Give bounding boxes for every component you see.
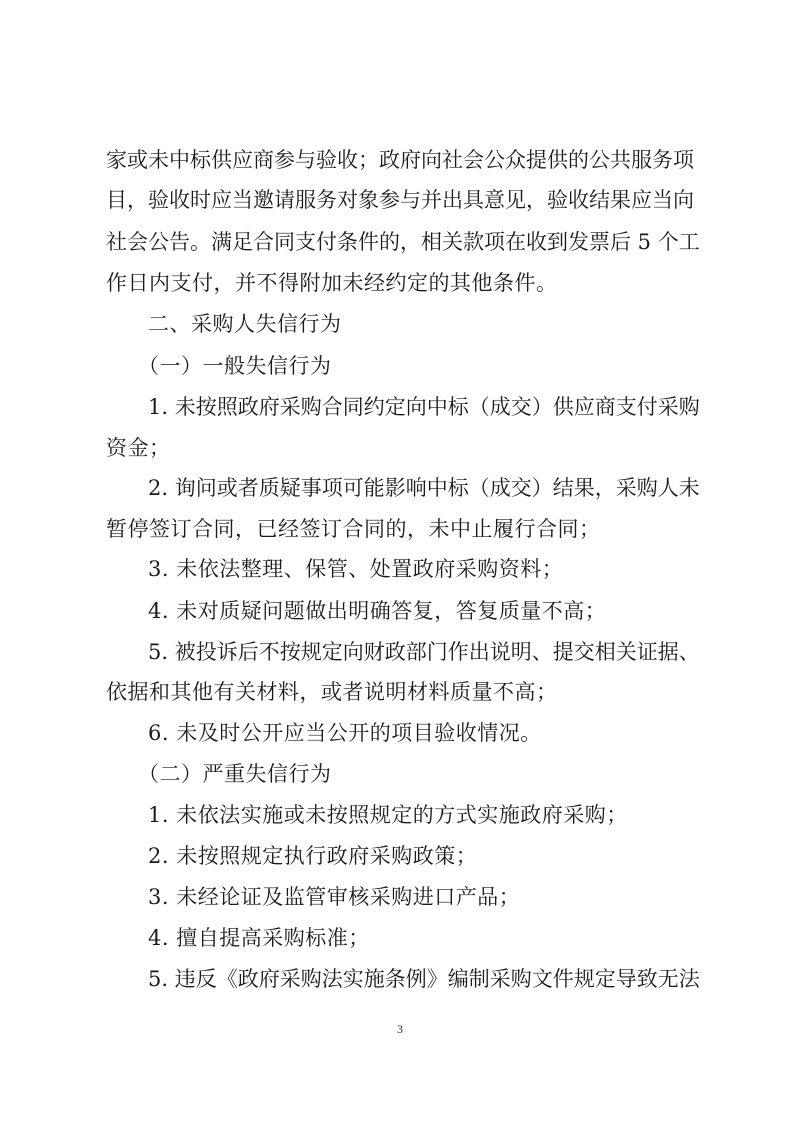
list-item: 5. 违反《政府采购法实施条例》编制采购文件规定导致无法 [148, 967, 700, 991]
subsection-heading: （一）一般失信行为 [138, 354, 332, 378]
list-item: 2. 询问或者质疑事项可能影响中标（成交）结果，采购人未 [148, 476, 700, 500]
list-item: 3. 未依法整理、保管、处置政府采购资料； [148, 557, 564, 581]
subsection-heading: （二）严重失信行为 [138, 762, 332, 786]
body-line: 作日内支付，并不得附加未经约定的其他条件。 [106, 271, 558, 295]
list-item-continuation: 资金； [106, 436, 171, 460]
list-item: 6. 未及时公开应当公开的项目验收情况。 [148, 721, 542, 745]
list-item: 3. 未经论证及监管审核采购进口产品； [148, 885, 521, 909]
list-item: 5. 被投诉后不按规定向财政部门作出说明、提交相关证据、 [148, 640, 700, 664]
body-line: 目，验收时应当邀请服务对象参与并出具意见，验收结果应当向 [106, 188, 694, 212]
list-item: 4. 擅自提高采购标准； [148, 926, 370, 950]
list-item: 1. 未按照政府采购合同约定向中标（成交）供应商支付采购 [148, 395, 700, 419]
list-item: 1. 未依法实施或未按照规定的方式实施政府采购； [148, 803, 628, 827]
body-line: 社会公告。满足合同支付条件的，相关款项在收到发票后 5 个工 [106, 230, 700, 254]
list-item: 2. 未按照规定执行政府采购政策； [148, 844, 478, 868]
list-item: 4. 未对质疑问题做出明确答复，答复质量不高； [148, 599, 607, 623]
body-line: 家或未中标供应商参与验收；政府向社会公众提供的公共服务项 [106, 148, 694, 172]
list-item-continuation: 依据和其他有关材料，或者说明材料质量不高； [106, 680, 558, 704]
list-item-continuation: 暂停签订合同，已经签订合同的，未中止履行合同； [106, 517, 601, 541]
page-number: 3 [397, 1022, 403, 1036]
section-heading: 二、采购人失信行为 [148, 312, 342, 336]
